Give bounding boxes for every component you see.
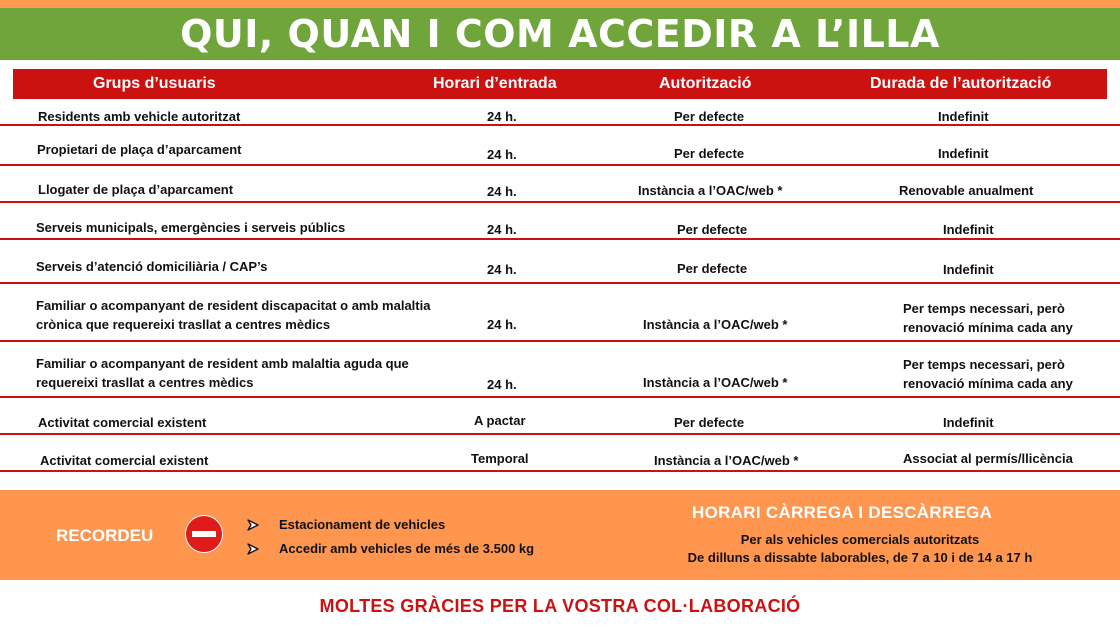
row-schedule: A pactar — [474, 413, 526, 428]
title-banner — [0, 8, 1120, 60]
row-divider — [0, 238, 1120, 240]
table-header — [13, 69, 1107, 99]
row-schedule: 24 h. — [487, 222, 517, 237]
row-divider — [0, 396, 1120, 398]
row-divider — [0, 124, 1120, 126]
row-schedule: 24 h. — [487, 317, 517, 332]
row-duration: Per temps necessari, però renovació mínima cada any — [903, 301, 1073, 335]
row-duration: Indefinit — [938, 146, 989, 161]
arrow-right-icon — [246, 518, 260, 532]
header-groups: Grups d’usuaris — [93, 75, 216, 92]
row-duration: Indefinit — [943, 262, 994, 277]
row-divider — [0, 282, 1120, 284]
row-authorization: Per defecte — [674, 146, 745, 161]
row-schedule: 24 h. — [487, 109, 517, 124]
reminder-item: Accedir amb vehicles de més de 3.500 kg — [279, 541, 535, 556]
page-title: QUI, QUAN I COM ACCEDIR A L’ILLA — [180, 12, 940, 56]
row-schedule: Temporal — [471, 451, 529, 466]
loading-title: HORARI CÀRREGA I DESCÀRREGA — [692, 503, 993, 522]
row-authorization: Per defecte — [677, 222, 748, 237]
loading-line-2: De dilluns a dissabte laborables, de 7 a 10 i de 14 a 17 h — [687, 550, 1033, 565]
row-schedule: 24 h. — [487, 184, 517, 199]
row-divider — [0, 470, 1120, 472]
row-group: Activitat comercial existent — [38, 415, 207, 430]
row-divider — [0, 201, 1120, 203]
reminder-item: Estacionament de vehicles — [279, 517, 446, 532]
header-authorization: Autorització — [659, 75, 752, 92]
row-schedule: 24 h. — [487, 377, 517, 392]
row-authorization: Per defecte — [677, 261, 748, 276]
row-group: Activitat comercial existent — [40, 453, 209, 468]
header-schedule: Horari d’entrada — [433, 75, 557, 92]
row-authorization: Instància a l’OAC/web * — [643, 317, 788, 332]
no-entry-icon — [185, 515, 223, 553]
row-duration: Associat al permís/llicència — [903, 451, 1073, 466]
row-schedule: 24 h. — [487, 262, 517, 277]
row-duration: Indefinit — [943, 415, 994, 430]
row-authorization: Instància a l’OAC/web * — [643, 375, 788, 390]
row-divider — [0, 340, 1120, 342]
loading-line-1: Per als vehicles comercials autoritzats — [740, 532, 980, 547]
row-divider — [0, 433, 1120, 435]
header-duration: Durada de l’autorització — [870, 75, 1052, 92]
top-stripe — [0, 0, 1120, 8]
row-divider — [0, 164, 1120, 166]
row-authorization: Instància a l’OAC/web * — [654, 453, 799, 468]
reminder-panel — [0, 490, 1120, 580]
row-authorization: Per defecte — [674, 109, 745, 124]
row-group: Familiar o acompanyant de resident discapacitat o amb malaltia crònica que requereixi trasllat a centres mèdics — [36, 298, 431, 332]
row-duration: Renovable anualment — [899, 183, 1034, 198]
row-group: Propietari de plaça d’aparcament — [37, 142, 242, 157]
row-group: Serveis municipals, emergències i serveis públics — [36, 220, 346, 235]
row-duration: Indefinit — [943, 222, 994, 237]
row-group: Residents amb vehicle autoritzat — [38, 109, 241, 124]
reminder-label: RECORDEU — [56, 526, 154, 545]
row-authorization: Instància a l’OAC/web * — [638, 183, 783, 198]
row-group: Serveis d’atenció domiciliària / CAP’s — [36, 259, 268, 274]
row-authorization: Per defecte — [674, 415, 745, 430]
row-duration: Indefinit — [938, 109, 989, 124]
row-group: Familiar o acompanyant de resident amb malaltia aguda que requereixi trasllat a centres mèdics — [36, 356, 409, 390]
row-duration: Per temps necessari, però renovació mínima cada any — [903, 357, 1073, 391]
arrow-right-icon — [246, 542, 260, 556]
row-schedule: 24 h. — [487, 147, 517, 162]
row-group: Llogater de plaça d’aparcament — [38, 182, 234, 197]
footer-thanks: MOLTES GRÀCIES PER LA VOSTRA COL·LABORACIÓ — [319, 596, 801, 616]
